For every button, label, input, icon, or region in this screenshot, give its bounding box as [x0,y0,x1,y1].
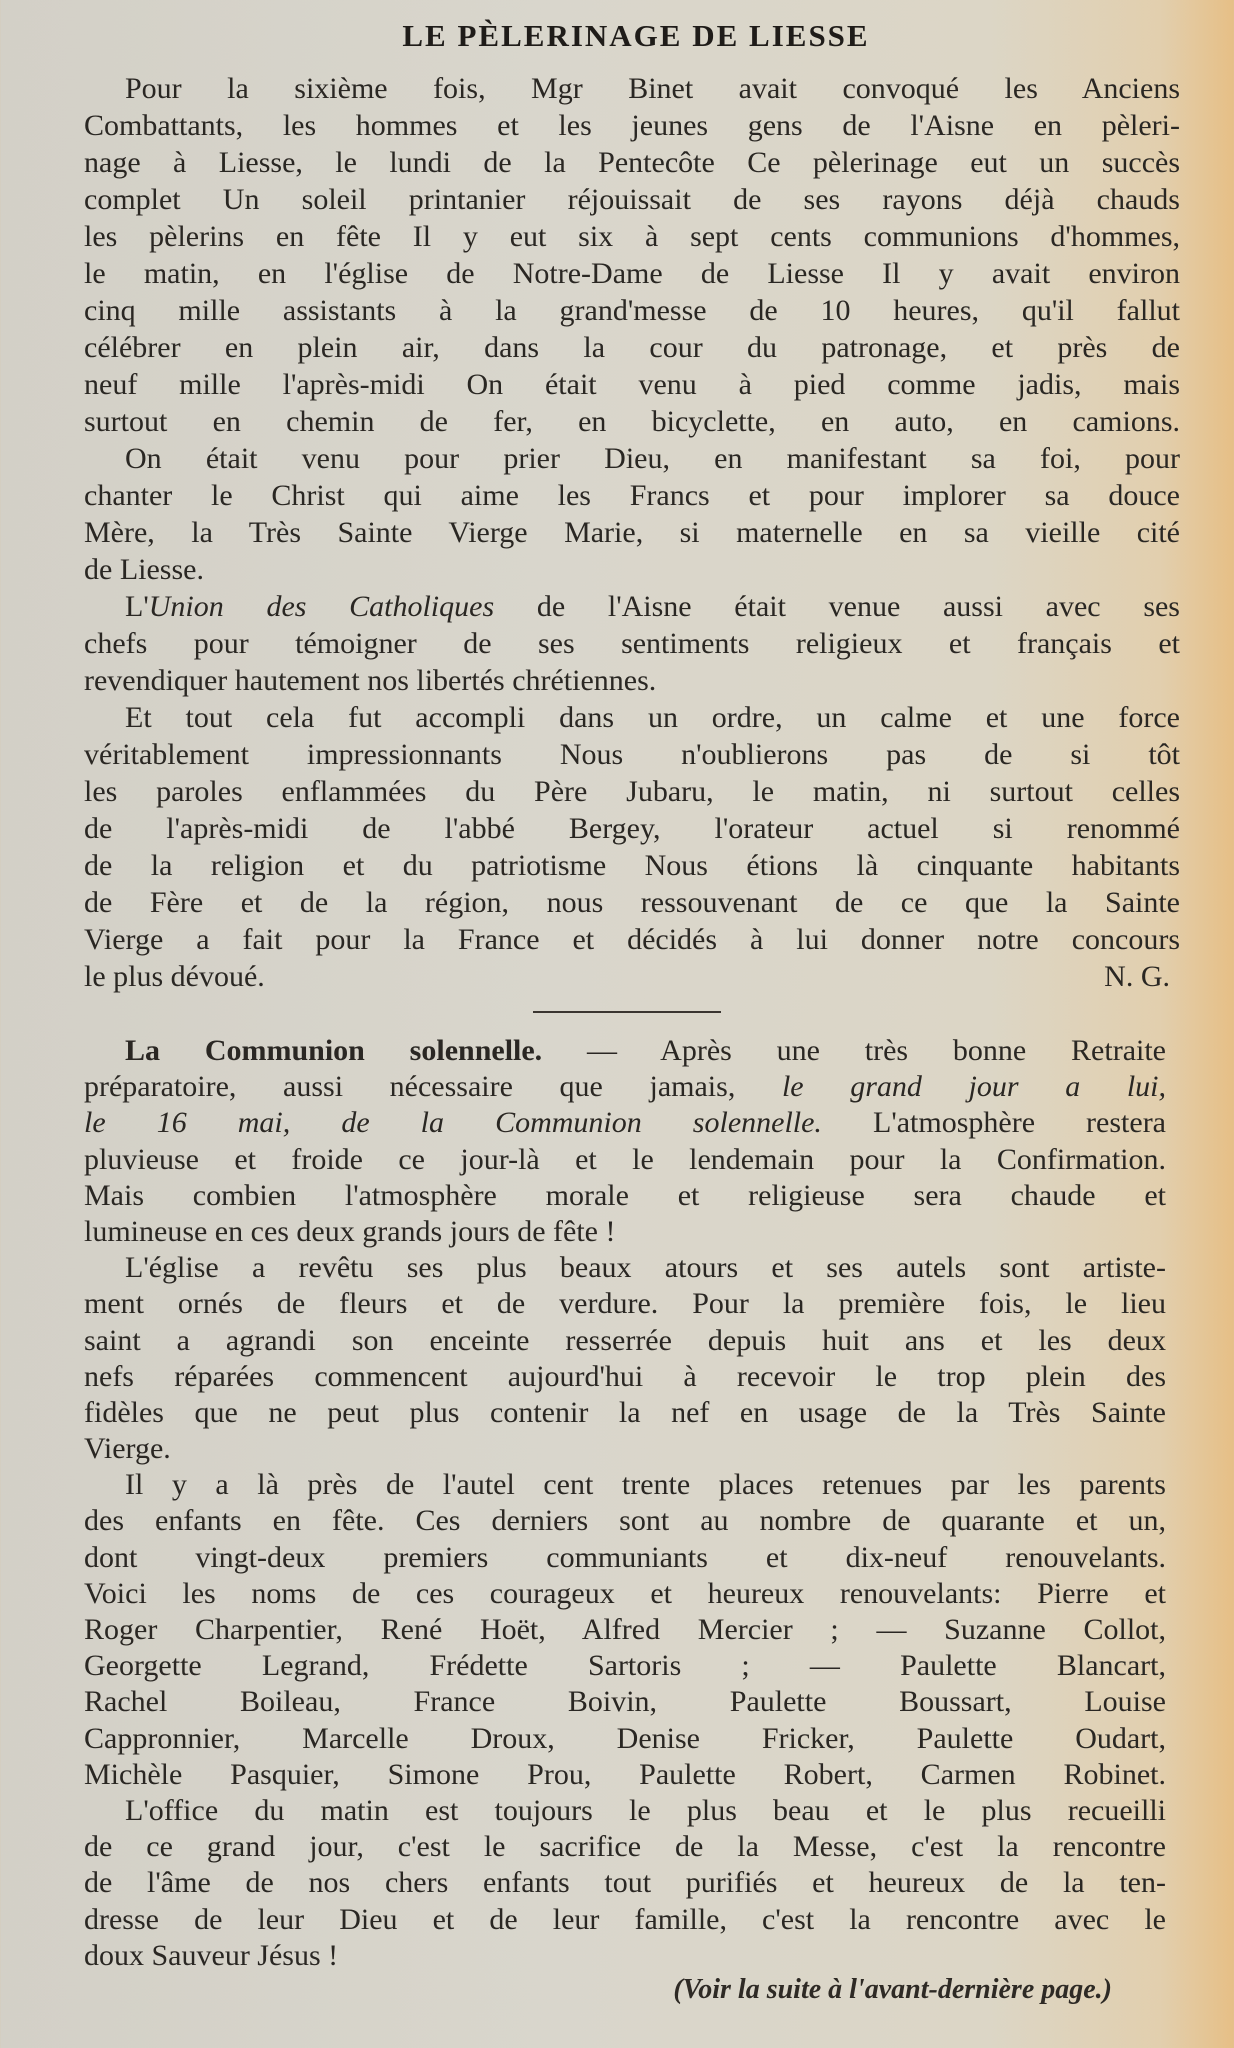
text-line [84,810,1180,847]
text-line [84,1684,1166,1720]
text-segment: Georgette Legrand, Frédette Sartoris ; — Paulette Blancart, [84,1649,1166,1683]
text-line [84,514,1180,551]
text-segment: Et tout cela fut accompli dans un ordre, un calme et une force [125,701,1180,734]
text-segment: chanter le Christ qui aime les Francs et pour implorer sa douce [84,479,1180,512]
text-line [84,1431,1166,1467]
text-line [84,625,1180,662]
text-line [84,921,1180,958]
text-line [84,1395,1166,1431]
text-segment: complet Un soleil printanier réjouissait de ses rayons déjà chauds [84,183,1180,216]
text-segment: Pour la sixième fois, Mgr Binet avait convoqué les Anciens [125,72,1180,105]
text-line [84,1540,1166,1576]
paragraph [84,440,1180,588]
author-signature: N. G. [1104,960,1170,993]
text-line [84,1033,1166,1069]
text-segment: de l'après-midi de l'abbé Bergey, l'orateur actuel si renommé [84,812,1180,845]
text-line [84,1648,1166,1684]
text-line [84,403,1180,440]
text-line [84,144,1180,181]
text-segment: de la religion et du patriotisme Nous étions là cinquante habitants [84,849,1180,882]
text-line [84,699,1180,736]
text-segment: revendiquer hautement nos libertés chrétiennes. [84,664,657,697]
text-segment: le matin, en l'église de Notre-Dame de Liesse Il y avait environ [84,257,1180,290]
text-line [84,1214,1166,1250]
text-segment: de l'âme de nos chers enfants tout purifiés et heureux de la ten- [84,1866,1166,1900]
text-line [84,329,1180,366]
text-line [84,1865,1166,1901]
text-segment: saint a agrandi son enceinte resserrée depuis huit ans et les deux [84,1323,1166,1357]
section-divider [533,1011,721,1013]
italic-text: le 16 mai, de la Communion solennelle. [84,1106,822,1140]
text-line [84,1757,1166,1793]
bold-heading: La Communion solennelle. [125,1034,543,1067]
article-communion [84,1033,1166,1974]
text-line [84,847,1180,884]
text-line [84,218,1180,255]
text-line [84,1902,1166,1938]
text-segment: les paroles enflammées du Père Jubaru, le matin, ni surtout celles [84,775,1180,808]
text-segment: lumineuse en ces deux grands jours de fête ! [84,1214,616,1248]
text-line [84,1829,1166,1865]
article-title: LE PÈLERINAGE DE LIESSE [402,18,870,53]
text-segment: les pèlerins en fête Il y eut six à sept cents communions d'hommes, [84,220,1180,253]
paragraph [84,1250,1166,1467]
text-segment: L'atmosphère restera [821,1106,1166,1140]
text-line [84,1069,1166,1105]
text-line [84,1178,1166,1214]
text-segment: Rachel Boileau, France Boivin, Paulette Boussart, Louise [84,1685,1166,1719]
paragraph [84,699,1180,995]
text-segment: fidèles que ne peut plus contenir la nef en usage de la Très Sainte [84,1395,1166,1429]
text-line [84,884,1180,921]
text-line [84,588,1180,625]
text-segment: de l'Aisne était venue aussi avec ses [494,590,1180,623]
text-line [84,1467,1166,1503]
text-segment: nage à Liesse, le lundi de la Pentecôte Ce pèlerinage eut un succès [84,146,1180,179]
text-line [84,1250,1166,1286]
text-segment: L' [125,590,149,623]
text-line [84,255,1180,292]
text-segment: L'office du matin est toujours le plus beau et le plus recueilli [125,1793,1166,1827]
text-segment: véritablement impressionnants Nous n'oublierons pas de si tôt [84,738,1180,771]
text-segment: Mère, la Très Sainte Vierge Marie, si maternelle en sa vieille cité [84,516,1180,549]
continuation-note: (Voir la suite à l'avant-dernière page.) [673,1974,1112,2005]
italic-text: le grand jour a lui, [781,1070,1166,1104]
text-line [84,107,1180,144]
text-segment: Voici les noms de ces courageux et heureux renouvelants: Pierre et [84,1576,1166,1610]
text-segment: de Fère et de la région, nous ressouvenant de ce que la Sainte [84,886,1180,919]
text-line [84,440,1180,477]
text-line [84,70,1180,107]
text-segment: — Après une très bonne Retraite [542,1034,1166,1067]
text-segment: nefs réparées commencent aujourd'hui à recevoir le trop plein des [84,1359,1166,1393]
text-segment: Combattants, les hommes et les jeunes gens de l'Aisne en pèleri- [84,109,1180,142]
text-segment: doux Sauveur Jésus ! [84,1938,339,1972]
text-line [84,1793,1166,1829]
text-line [84,1359,1166,1395]
text-segment: Mais combien l'atmosphère morale et religieuse sera chaude et [84,1178,1166,1212]
text-line [84,1938,1166,1974]
text-line [84,292,1180,329]
text-segment: ment ornés de fleurs et de verdure. Pour la première fois, le lieu [84,1287,1166,1321]
text-line [84,958,1180,995]
text-segment: Vierge. [84,1432,171,1466]
text-segment: dont vingt-deux premiers communiants et dix-neuf renouvelants. [84,1540,1166,1574]
paragraph [84,588,1180,699]
text-segment: On était venu pour prier Dieu, en manifestant sa foi, pour [125,442,1180,475]
text-line [84,1142,1166,1178]
text-segment: L'église a revêtu ses plus beaux atours et ses autels sont artiste- [125,1251,1166,1285]
paragraph [84,1467,1166,1793]
text-segment: dresse de leur Dieu et de leur famille, c'est la rencontre avec le [84,1902,1166,1936]
text-segment: neuf mille l'après-midi On était venu à pied comme jadis, mais [84,368,1180,401]
text-segment: des enfants en fête. Ces derniers sont au nombre de quarante et un, [84,1504,1166,1538]
text-segment: préparatoire, aussi nécessaire que jamais, [84,1070,782,1104]
text-segment: chefs pour témoigner de ses sentiments religieux et français et [84,627,1180,660]
text-line [84,1323,1166,1359]
text-line [84,1612,1166,1648]
text-line [84,181,1180,218]
text-line [84,1721,1166,1757]
text-segment: de Liesse. [84,553,204,586]
text-line [84,1576,1166,1612]
text-line [84,477,1180,514]
text-segment: Roger Charpentier, René Hoët, Alfred Mercier ; — Suzanne Collot, [84,1613,1166,1646]
text-segment: Michèle Pasquier, Simone Prou, Paulette Robert, Carmen Robinet. [84,1757,1166,1791]
text-segment: Cappronnier, Marcelle Droux, Denise Fricker, Paulette Oudart, [84,1721,1166,1755]
text-line [84,366,1180,403]
text-line [84,551,1180,588]
paragraph [84,1033,1166,1250]
text-segment: célébrer en plein air, dans la cour du patronage, et près de [84,331,1180,364]
article-pelerinage [84,70,1180,995]
text-segment: de ce grand jour, c'est le sacrifice de la Messe, c'est la rencontre [84,1830,1166,1864]
text-segment: le plus dévoué. [84,960,265,993]
paragraph [84,70,1180,440]
text-segment: cinq mille assistants à la grand'messe de 10 heures, qu'il fallut [84,294,1180,327]
text-segment: Vierge a fait pour la France et décidés à lui donner notre concours [84,923,1180,956]
text-line [84,1105,1166,1141]
text-line [84,662,1180,699]
text-segment: Il y a là près de l'autel cent trente places retenues par les parents [125,1468,1166,1502]
text-line [84,1503,1166,1539]
paragraph [84,1793,1166,1974]
text-segment: surtout en chemin de fer, en bicyclette, en auto, en camions. [84,405,1180,438]
text-line [84,773,1180,810]
text-segment: pluvieuse et froide ce jour-là et le lendemain pour la Confirmation. [84,1142,1166,1176]
italic-text: Union des Catholiques [148,590,495,623]
text-line [84,1286,1166,1322]
text-line [84,736,1180,773]
